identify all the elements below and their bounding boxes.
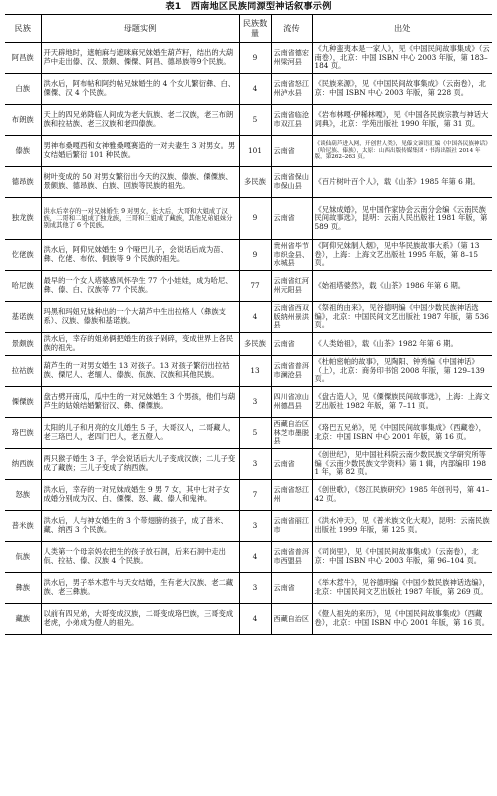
source-cell: 《始祖塔婆然》，载《山茶》1986 年第 6 期。 <box>312 271 492 302</box>
table-row <box>5 167 492 198</box>
count-cell: 多民族 <box>239 333 271 356</box>
example-cell: 葫芦生的一对男女婚生 13 对孩子。13 对孩子繁衍出拉祜族、傈尼人、老缅人、傣族、佤族、汉族和其他民族。 <box>41 356 239 387</box>
region-cell: 云南省 <box>271 449 312 480</box>
count-cell: 3 <box>239 449 271 480</box>
nation-cell: 景颇族 <box>5 333 41 356</box>
nation-cell: 白族 <box>5 74 41 105</box>
table-row <box>5 43 492 74</box>
source-cell: 《司岗里》，见《中国民间故事集成》（云南卷），北京：中国 ISBN 中心 2003 年版，第 96–104 页。 <box>312 542 492 573</box>
table-row <box>5 449 492 480</box>
table-body <box>5 43 492 635</box>
nation-cell: 珞巴族 <box>5 418 41 449</box>
count-cell: 多民族 <box>239 167 271 198</box>
table-row <box>5 480 492 511</box>
region-cell: 云南省怒江州 <box>271 480 312 511</box>
nation-cell: 普米族 <box>5 511 41 542</box>
source-cell: 《杜帕密帕的故事》，见陶阳、钟秀编《中国神话》（上），北京：商务印书馆 2008 年版，第 129–139 页。 <box>312 356 492 387</box>
count-cell: 13 <box>239 356 271 387</box>
nation-cell: 傣族 <box>5 136 41 167</box>
nation-cell: 彝族 <box>5 573 41 604</box>
example-cell: 洪水后，幸存的姐弟俩把婚生的孩子剁碎，变成世界上各民族的祖先。 <box>41 333 239 356</box>
source-cell: 《盘古造人》，见《傈僳族民间故事选》，上海：上海文艺出版社 1982 年版，第 7–11 页。 <box>312 387 492 418</box>
example-cell: 太阳的儿子和月亮的女儿婚生 5 子，大哥汉人，二哥藏人，老三珞巴人，老四门巴人，老五僜人。 <box>41 418 239 449</box>
table-row <box>5 136 492 167</box>
region-cell: 云南省丽江市 <box>271 511 312 542</box>
count-cell: 9 <box>239 198 271 240</box>
count-cell: 9 <box>239 240 271 271</box>
table-caption: 表1 西南地区民族同源型神话叙事示例 <box>165 1 332 12</box>
source-cell: 《民族来源》，见《中国民间故事集成》（云南卷），北京：中国 ISBN 中心 2003 年版，第 228 页。 <box>312 74 492 105</box>
table-row <box>5 240 492 271</box>
source-cell: 《僜人祖先的来历》，见《中国民间故事集成》（西藏卷），北京：中国 ISBN 中心 2001 年版，第 16 页。 <box>312 604 492 635</box>
example-cell: 洪水后，幸存的一对兄妹成婚生 9 男 7 女，其中七对子女成婚分别成为汉、白、傈僳、怒、藏、傣人和鬼神。 <box>41 480 239 511</box>
source-cell: 《创世歌》，《怒江民族研究》1985 年创刊号，第 41–42 页。 <box>312 480 492 511</box>
example-cell: 最早的一个女人塔婆感风怀孕生 77 个小娃娃，成为哈尼、彝、傣、白、汉族等 77 个民族。 <box>41 271 239 302</box>
count-cell: 101 <box>239 136 271 167</box>
nation-cell: 哈尼族 <box>5 271 41 302</box>
header-example: 母题实例 <box>41 15 239 43</box>
region-cell: 四川省凉山州德昌县 <box>271 387 312 418</box>
region-cell: 云南省西双版纳州景洪县 <box>271 302 312 333</box>
region-cell: 云南省 <box>271 136 312 167</box>
example-cell: 天上的四兄弟降临人间成为老大佤族、老二汉族，老三布朗族和拉祜族、老三汉族和老四傣族。 <box>41 105 239 136</box>
table-row <box>5 302 492 333</box>
nation-cell: 佤族 <box>5 542 41 573</box>
example-cell: 玛黑和玛妞兄妹种出的一个大葫芦中生出拉格人（彝族支系）、汉族、傣族和基诺族。 <box>41 302 239 333</box>
nation-cell: 纳西族 <box>5 449 41 480</box>
region-cell: 云南省 <box>271 333 312 356</box>
count-cell: 77 <box>239 271 271 302</box>
region-cell: 云南省 <box>271 573 312 604</box>
table-row <box>5 271 492 302</box>
region-cell: 西藏自治区 <box>271 604 312 635</box>
count-cell: 3 <box>239 511 271 542</box>
region-cell: 云南省普洱市西盟县 <box>271 542 312 573</box>
region-cell: 云南省 <box>271 198 312 240</box>
example-cell: 开天辟地时，遮帕麻与遮咪麻兄妹婚生葫芦籽，结出的大葫芦中走出傣、汉、景颇、傈僳、阿昌、德昂族等9个民族。 <box>41 43 239 74</box>
region-cell: 云南省临沧市双江县 <box>271 105 312 136</box>
example-cell: 以前有四兄弟，大哥变成汉族，二哥变成珞巴族，三哥变成老虎，小弟成为僜人的祖先。 <box>41 604 239 635</box>
table-row <box>5 387 492 418</box>
nation-cell: 布朗族 <box>5 105 41 136</box>
region-cell: 云南省保山市保山县 <box>271 167 312 198</box>
source-cell: 《岩布林嘎·伊稀林嘎》，见《中国各民族宗教与神话大词典》，北京：学苑出版社 1990 年版，第 31 页。 <box>312 105 492 136</box>
table-row <box>5 333 492 356</box>
table-row <box>5 542 492 573</box>
nation-cell: 阿昌族 <box>5 43 41 74</box>
nation-cell: 基诺族 <box>5 302 41 333</box>
example-cell: 人类第一个母亲妈农把生的孩子放石洞，后来石洞中走出佤、拉祜、傣、汉族 4 个民族。 <box>41 542 239 573</box>
count-cell: 4 <box>239 542 271 573</box>
count-cell: 5 <box>239 105 271 136</box>
source-cell: 《珞巴五兄弟》，见《中国民间故事集成》（西藏卷），北京：中国 ISBN 中心 2001 年版，第 16 页。 <box>312 418 492 449</box>
source-cell: 《创世纪》，见中国社科院云南少数民族文学研究所等编《云南少数民族文学资料》第 1 辑，内部编印 1981 年，第 82 页。 <box>312 449 492 480</box>
header-nation: 民族 <box>5 15 41 43</box>
source-cell: 《人类始祖》，载《山茶》1982 年第 6 期。 <box>312 333 492 356</box>
count-cell: 4 <box>239 604 271 635</box>
table-row <box>5 74 492 105</box>
example-cell: 树叶变成的 50 对男女繁衍出今天的汉族、傣族、傈僳族、景颇族、德昂族、白族、回族等民族的祖先。 <box>41 167 239 198</box>
table-row <box>5 198 492 240</box>
region-cell: 云南省怒江州泸水县 <box>271 74 312 105</box>
table-row <box>5 105 492 136</box>
count-cell: 3 <box>239 573 271 604</box>
count-cell: 4 <box>239 302 271 333</box>
table-row <box>5 573 492 604</box>
example-cell: 两只猴子婚生 3 子，学会说话后大儿子变成汉族；二儿子变成了藏族；三儿子变成了纳西族。 <box>41 449 239 480</box>
source-cell: 《九种蛮夷本是一家人》，见《中国民间故事集成》（云南卷），北京：中国 ISBN 中心 2003 年版，第 183–184 页。 <box>312 43 492 74</box>
table-row <box>5 418 492 449</box>
nation-cell: 藏族 <box>5 604 41 635</box>
header-row <box>5 15 492 43</box>
nation-cell: 拉祜族 <box>5 356 41 387</box>
table-row <box>5 511 492 542</box>
table-row <box>5 604 492 635</box>
nation-cell: 德昂族 <box>5 167 41 198</box>
source-cell: 《谈仙葫芦进入网，开创世人类》，见傣文谚语汇编《中国各民族神话》（哈尼族、傣族），太原：山西出版传媒集团・书海出版社 2014 年版，第262–263 页。 <box>312 136 492 167</box>
nation-cell: 傈僳族 <box>5 387 41 418</box>
nation-cell: 仡佬族 <box>5 240 41 271</box>
count-cell: 7 <box>239 480 271 511</box>
example-cell: 盘古劈开南瓜，瓜中生的一对兄妹婚生 3 个男孩，他们与葫芦生的姑娘结婚繁衍汉、彝、傈僳族。 <box>41 387 239 418</box>
nation-cell: 怒族 <box>5 480 41 511</box>
count-cell: 5 <box>239 418 271 449</box>
count-cell: 9 <box>239 43 271 74</box>
source-cell: 《举木惹牛》，见谷德明编《中国少数民族神话选编》，北京：中国民间文艺出版社 1987 年版，第 269 页。 <box>312 573 492 604</box>
source-cell: 《洪水冲天》，见《普米族文化大观》，昆明：云南民族出版社 1999 年版，第 125 页。 <box>312 511 492 542</box>
example-cell: 洪水后，男子举木惹牛与天女结婚，生有老大汉族、老二藏族、老三彝族。 <box>41 573 239 604</box>
example-cell: 男神布桑嘎西和女神雅桑嘎赛造的一对夫妻生 3 对男女。男女结婚后繁衍 101 种民族。 <box>41 136 239 167</box>
region-cell: 贵州省毕节市织金县、水城县 <box>271 240 312 271</box>
header-count: 民族数量 <box>239 15 271 43</box>
example-cell: 洪水后，阿布帖和阿约帖兄妹婚生的 4 个女儿繁衍彝、白、傈僳、汉 4 个民族。 <box>41 74 239 105</box>
table-row <box>5 356 492 387</box>
region-cell: 云南省普洱市澜沧县 <box>271 356 312 387</box>
nation-cell: 独龙族 <box>5 198 41 240</box>
source-cell: 《百片树叶百个人》，载《山茶》1985 年第 6 期。 <box>312 167 492 198</box>
header-source: 出处 <box>312 15 492 43</box>
count-cell: 3 <box>239 387 271 418</box>
example-cell: 洪水后幸存的一对兄妹婚生 9 对男女，长大后，大哥和大姐成了汉族，二哥和二姐成了独龙族，三哥和三姐成了藏族，其他兄弟姐妹分别成其他了 6 个民族。 <box>41 198 239 240</box>
header-region: 流传 <box>271 15 312 43</box>
example-cell: 洪水后，人与神女婚生的 3 个带翅膀的孩子，成了普米、藏、纳西 3 个民族。 <box>41 511 239 542</box>
example-cell: 洪水后，阿仰兄妹婚生 9 个哑巴儿子，会说话后成为苗、彝、仡佬、布依、侗族等 9 个民族的祖先。 <box>41 240 239 271</box>
count-cell: 4 <box>239 74 271 105</box>
region-cell: 西藏自治区林芝市墨脱县 <box>271 418 312 449</box>
myth-table <box>5 14 492 635</box>
region-cell: 云南省红河州元阳县 <box>271 271 312 302</box>
source-cell: 《阿仰兄妹制人烟》，见中华民族故事大系》（第 13 卷），上海：上海文艺出版社 1995 年版，第 8–15 页。 <box>312 240 492 271</box>
source-cell: 《祭祖的由来》，见谷德明编《中国少数民族神话选编》，北京：中国民间文艺出版社 1987 年版，第 536 页。 <box>312 302 492 333</box>
region-cell: 云南省德宏州梁河县 <box>271 43 312 74</box>
source-cell: 《兄妹成婚》，见中国作家协会云南分会编《云南民族民间故事选》，昆明：云南人民出版社 1981 年版，第 589 页。 <box>312 198 492 240</box>
